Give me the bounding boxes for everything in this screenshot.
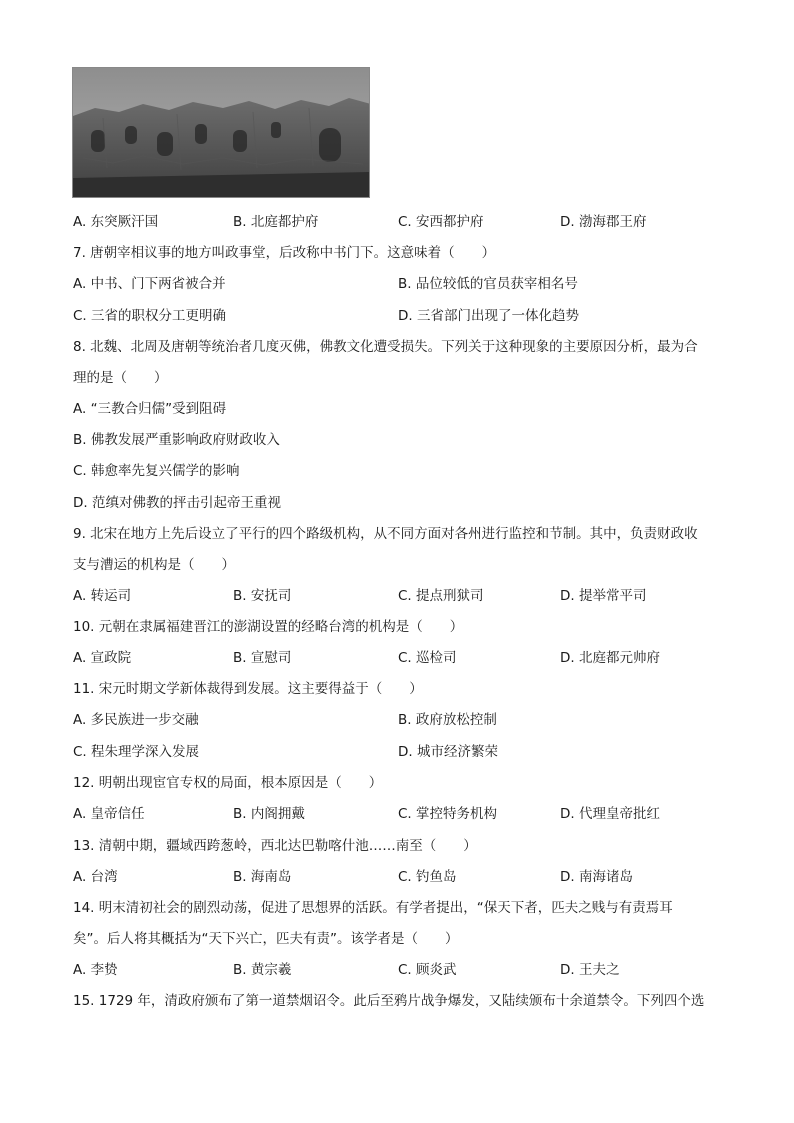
q7-option-b[interactable]: B. 品位较低的官员获宰相名号 bbox=[398, 276, 578, 292]
q9-stem-line-2: 支与漕运的机构是（ ） bbox=[73, 557, 235, 573]
q12-option-a[interactable]: A. 皇帝信任 bbox=[73, 806, 145, 822]
q10-stem: 10. 元朝在隶属福建晋江的澎湖设置的经略台湾的机构是（ ） bbox=[73, 619, 464, 635]
q7-stem: 7. 唐朝宰相议事的地方叫政事堂，后改称中书门下。这意味着（ ） bbox=[73, 245, 496, 261]
q9-stem-line-1: 9. 北宋在地方上先后设立了平行的四个路级机构，从不同方面对各州进行监控和节制。其中，负责财政收 bbox=[73, 526, 698, 542]
q8-option-b[interactable]: B. 佛教发展严重影响政府财政收入 bbox=[73, 432, 280, 448]
q13-option-a[interactable]: A. 台湾 bbox=[73, 869, 118, 885]
q8-stem-line-2: 理的是（ ） bbox=[73, 370, 168, 386]
q14-stem-line-2: 矣”。后人将其概括为“天下兴亡，匹夫有责”。该学者是（ ） bbox=[73, 931, 459, 947]
q13-option-b[interactable]: B. 海南岛 bbox=[233, 869, 292, 885]
q11-option-b[interactable]: B. 政府放松控制 bbox=[398, 712, 497, 728]
q14-stem-line-1: 14. 明末清初社会的剧烈动荡，促进了思想界的活跃。有学者提出，“保天下者，匹夫之贱与有责焉耳 bbox=[73, 900, 673, 916]
q13-option-d[interactable]: D. 南海诸岛 bbox=[560, 869, 633, 885]
q13-option-c[interactable]: C. 钓鱼岛 bbox=[398, 869, 457, 885]
q7-option-a[interactable]: A. 中书、门下两省被合并 bbox=[73, 276, 226, 292]
q12-option-d[interactable]: D. 代理皇帝批红 bbox=[560, 806, 660, 822]
q6-option-a[interactable]: A. 东突厥汗国 bbox=[73, 214, 159, 230]
q8-option-c[interactable]: C. 韩愈率先复兴儒学的影响 bbox=[73, 463, 240, 479]
q7-option-c[interactable]: C. 三省的职权分工更明确 bbox=[73, 308, 227, 324]
q10-option-d[interactable]: D. 北庭都元帅府 bbox=[560, 650, 660, 666]
q11-option-c[interactable]: C. 程朱理学深入发展 bbox=[73, 744, 200, 760]
q9-option-d[interactable]: D. 提举常平司 bbox=[560, 588, 647, 604]
q6-option-d[interactable]: D. 渤海郡王府 bbox=[560, 214, 647, 230]
q14-option-d[interactable]: D. 王夫之 bbox=[560, 962, 620, 978]
q10-option-a[interactable]: A. 宣政院 bbox=[73, 650, 132, 666]
grotto-cliff-photo bbox=[72, 67, 370, 198]
q9-option-b[interactable]: B. 安抚司 bbox=[233, 588, 292, 604]
q14-option-a[interactable]: A. 李贽 bbox=[73, 962, 118, 978]
q8-option-d[interactable]: D. 范缜对佛教的抨击引起帝王重视 bbox=[73, 495, 281, 511]
q9-option-c[interactable]: C. 提点刑狱司 bbox=[398, 588, 484, 604]
q6-option-c[interactable]: C. 安西都护府 bbox=[398, 214, 484, 230]
q12-option-b[interactable]: B. 内阁拥戴 bbox=[233, 806, 305, 822]
q15-stem-line-1: 15. 1729 年，清政府颁布了第一道禁烟诏令。此后至鸦片战争爆发，又陆续颁布十余道禁令。下列四个选 bbox=[73, 993, 705, 1009]
q12-stem: 12. 明朝出现宦官专权的局面，根本原因是（ ） bbox=[73, 775, 383, 791]
q11-option-d[interactable]: D. 城市经济繁荣 bbox=[398, 744, 498, 760]
q8-stem-line-1: 8. 北魏、北周及唐朝等统治者几度灭佛，佛教文化遭受损失。下列关于这种现象的主要原因分析，最为合 bbox=[73, 339, 698, 355]
q14-option-b[interactable]: B. 黄宗羲 bbox=[233, 962, 292, 978]
q12-option-c[interactable]: C. 掌控特务机构 bbox=[398, 806, 498, 822]
q8-option-a[interactable]: A. “三教合归儒”受到阻碍 bbox=[73, 401, 227, 417]
q14-option-c[interactable]: C. 顾炎武 bbox=[398, 962, 457, 978]
q10-option-c[interactable]: C. 巡检司 bbox=[398, 650, 457, 666]
q13-stem: 13. 清朝中期，疆域西跨葱岭，西北达巴勒喀什池……南至（ ） bbox=[73, 838, 477, 854]
q9-option-a[interactable]: A. 转运司 bbox=[73, 588, 132, 604]
q6-option-b[interactable]: B. 北庭都护府 bbox=[233, 214, 319, 230]
q7-option-d[interactable]: D. 三省部门出现了一体化趋势 bbox=[398, 308, 579, 324]
q11-stem: 11. 宋元时期文学新体裁得到发展。这主要得益于（ ） bbox=[73, 681, 423, 697]
q11-option-a[interactable]: A. 多民族进一步交融 bbox=[73, 712, 199, 728]
q10-option-b[interactable]: B. 宣慰司 bbox=[233, 650, 292, 666]
